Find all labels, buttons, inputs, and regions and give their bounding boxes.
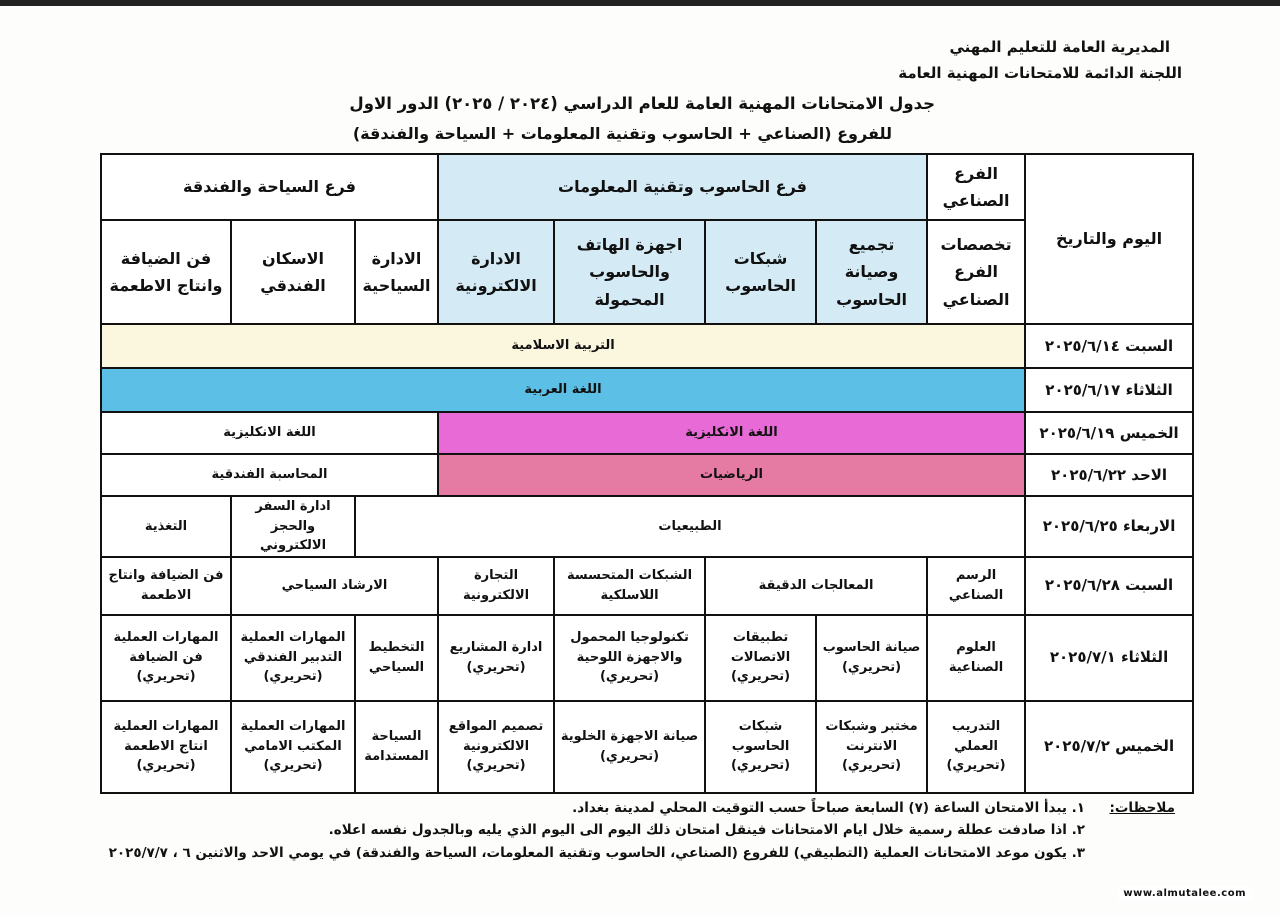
row-date: السبت ٢٠٢٥/٦/١٤ bbox=[1025, 324, 1193, 368]
exam-subject: المهارات العملية فن الضيافة (تحريري) bbox=[101, 615, 231, 701]
branch-header-row bbox=[101, 154, 1193, 220]
exam-subject: العلوم الصناعية bbox=[927, 615, 1025, 701]
exam-subject: تصميم المواقع الالكترونية (تحريري) bbox=[438, 701, 554, 793]
computer-branch-header: فرع الحاسوب وتقنية المعلومات bbox=[438, 154, 927, 220]
table-row bbox=[101, 615, 1193, 701]
top-border bbox=[0, 0, 1280, 6]
exam-subject: اللغة الانكليزية bbox=[438, 412, 1025, 454]
exam-subject: شبكات الحاسوب (تحريري) bbox=[705, 701, 816, 793]
exam-subject: الارشاد السياحي bbox=[231, 557, 438, 615]
exam-subject: التغذية bbox=[101, 496, 231, 557]
exam-subject: فن الضيافة وانتاج الاطعمة bbox=[101, 557, 231, 615]
row-date: الثلاثاء ٢٠٢٥/٦/١٧ bbox=[1025, 368, 1193, 412]
exam-subject: المهارات العملية انتاج الاطعمة (تحريري) bbox=[101, 701, 231, 793]
exam-subject: المهارات العملية المكتب الامامي (تحريري) bbox=[231, 701, 355, 793]
table-row bbox=[101, 368, 1193, 412]
exam-subject: المعالجات الدقيقة bbox=[705, 557, 927, 615]
exam-subject: الرياضيات bbox=[438, 454, 1025, 496]
website-watermark: www.almutalee.com bbox=[1117, 886, 1252, 901]
exam-subject: تطبيقات الاتصالات (تحريري) bbox=[705, 615, 816, 701]
exam-subject: تكنولوجيا المحمول والاجهزة اللوحية (تحريري) bbox=[554, 615, 705, 701]
exam-subject: اللغة العربية bbox=[101, 368, 1025, 412]
exam-subject: مختبر وشبكات الانترنت (تحريري) bbox=[816, 701, 927, 793]
note-item: ٣. يكون موعد الامتحانات العملية (التطبيقي) للفروع (الصناعي، الحاسوب وتقنية المعلومات، السياحة والفندقة) في يومي الاحد والاثنين ٦ ، ٢٠٢٥/٧/٧ bbox=[108, 845, 1085, 861]
table-row bbox=[101, 496, 1193, 557]
org-name-line1: المديرية العامة للتعليم المهني bbox=[949, 38, 1170, 56]
exam-subject: التدريب العملي (تحريري) bbox=[927, 701, 1025, 793]
exam-subject: التجارة الالكترونية bbox=[438, 557, 554, 615]
table-row bbox=[101, 412, 1193, 454]
table-row bbox=[101, 454, 1193, 496]
industrial-branch-header: الفرع الصناعي bbox=[927, 154, 1025, 220]
spec-hotel-housing: الاسكان الفندقي bbox=[231, 220, 355, 324]
row-date: الاربعاء ٢٠٢٥/٦/٢٥ bbox=[1025, 496, 1193, 557]
document-subtitle: للفروع (الصناعي + الحاسوب وتقنية المعلومات + السياحة والفندقة) bbox=[352, 124, 892, 143]
exam-subject: اللغة الانكليزية bbox=[101, 412, 438, 454]
exam-subject: الرسم الصناعي bbox=[927, 557, 1025, 615]
exam-subject: السياحة المستدامة bbox=[355, 701, 438, 793]
exam-subject: صيانة الاجهزة الخلوية (تحريري) bbox=[554, 701, 705, 793]
note-item: ١. يبدأ الامتحان الساعة (٧) السابعة صباحاً حسب التوقيت المحلي لمدينة بغداد. bbox=[572, 800, 1085, 816]
spec-industrial: تخصصات الفرع الصناعي bbox=[927, 220, 1025, 324]
row-date: الخميس ٢٠٢٥/٧/٢ bbox=[1025, 701, 1193, 793]
day-date-header: اليوم والتاريخ bbox=[1025, 154, 1193, 324]
tourism-branch-header: فرع السياحة والفندقة bbox=[101, 154, 438, 220]
spec-hospitality-food: فن الضيافة وانتاج الاطعمة bbox=[101, 220, 231, 324]
note-item: ٢. اذا صادفت عطلة رسمية خلال ايام الامتحانات فينقل امتحان ذلك اليوم الى اليوم الذي يليه وبالجدول نفسه اعلاه. bbox=[328, 822, 1085, 838]
exam-subject: الطبيعيات bbox=[355, 496, 1025, 557]
exam-subject: المهارات العملية التدبير الفندقي (تحريري) bbox=[231, 615, 355, 701]
spec-mobile-devices: اجهزة الهاتف والحاسوب المحمولة bbox=[554, 220, 705, 324]
table-row bbox=[101, 701, 1193, 793]
spec-computer-networks: شبكات الحاسوب bbox=[705, 220, 816, 324]
org-name-line2: اللجنة الدائمة للامتحانات المهنية العامة bbox=[898, 64, 1182, 82]
exam-schedule-table bbox=[100, 153, 1194, 794]
exam-subject: صيانة الحاسوب (تحريري) bbox=[816, 615, 927, 701]
exam-subject: التربية الاسلامية bbox=[101, 324, 1025, 368]
table-row bbox=[101, 324, 1193, 368]
exam-subject: التخطيط السياحي bbox=[355, 615, 438, 701]
spec-tourism-admin: الادارة السياحية bbox=[355, 220, 438, 324]
document-title: جدول الامتحانات المهنية العامة للعام الدراسي (٢٠٢٤ / ٢٠٢٥) الدور الاول bbox=[349, 94, 935, 113]
row-date: الاحد ٢٠٢٥/٦/٢٢ bbox=[1025, 454, 1193, 496]
exam-subject: ادارة المشاريع (تحريري) bbox=[438, 615, 554, 701]
spec-e-administration: الادارة الالكترونية bbox=[438, 220, 554, 324]
row-date: السبت ٢٠٢٥/٦/٢٨ bbox=[1025, 557, 1193, 615]
exam-subject: الشبكات المتحسسة اللاسلكية bbox=[554, 557, 705, 615]
exam-subject: المحاسبة الفندقية bbox=[101, 454, 438, 496]
exam-subject: ادارة السفر والحجز الالكتروني bbox=[231, 496, 355, 557]
notes-label: ملاحظات: bbox=[1109, 800, 1175, 816]
spec-computer-assembly: تجميع وصيانة الحاسوب bbox=[816, 220, 927, 324]
row-date: الثلاثاء ٢٠٢٥/٧/١ bbox=[1025, 615, 1193, 701]
row-date: الخميس ٢٠٢٥/٦/١٩ bbox=[1025, 412, 1193, 454]
table-row bbox=[101, 557, 1193, 615]
